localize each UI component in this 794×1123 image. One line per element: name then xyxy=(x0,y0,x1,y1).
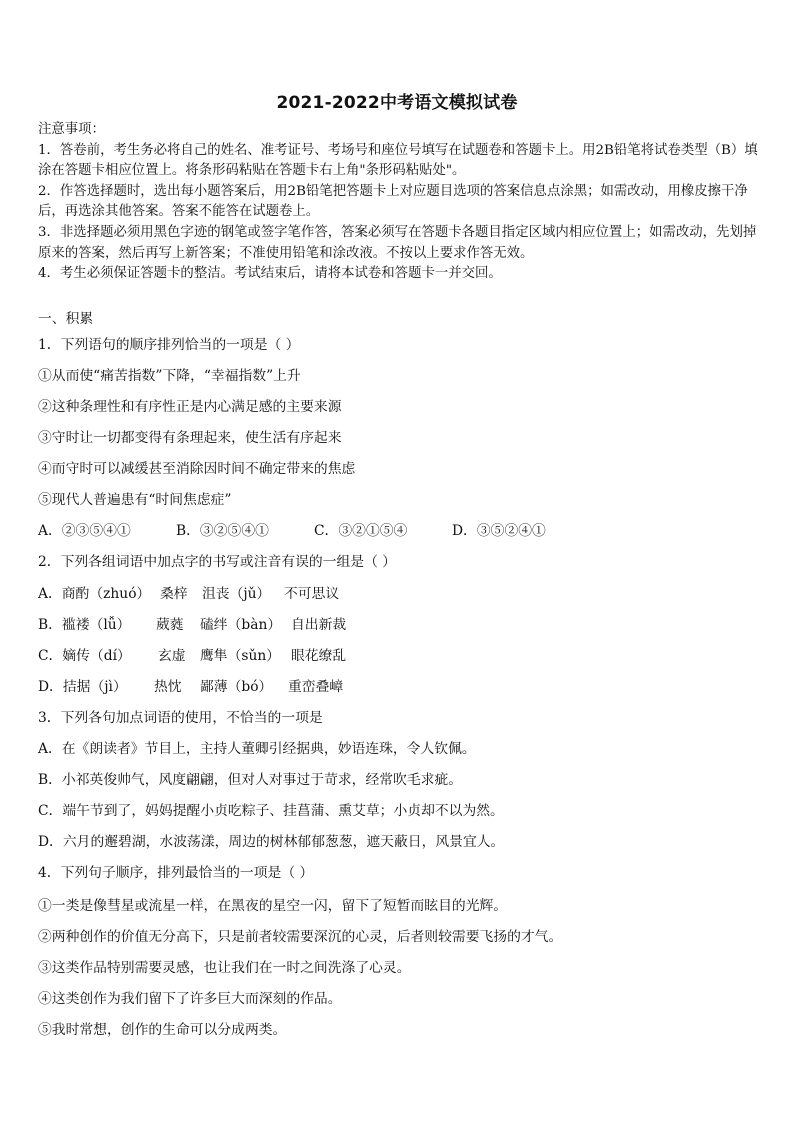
option-b: B．③②⑤④① xyxy=(176,523,269,539)
question-2-stem: 2．下列各组词语中加点字的书写或注音有误的一组是（ ） xyxy=(38,554,397,570)
option-word: 重峦叠嶂 xyxy=(288,679,344,695)
option-word: 鹰隼（sǔn） xyxy=(200,648,281,664)
option-c: C．③②①⑤④ xyxy=(314,523,408,539)
option-word: 玄虚 xyxy=(158,648,186,664)
question-3-option: A．在《朗读者》节目上，主持人董卿引经据典，妙语连珠，令人钦佩。 xyxy=(38,741,476,757)
question-3-option: C．端午节到了，妈妈提醒小贞吃粽子、挂菖蒲、熏艾草；小贞却不以为然。 xyxy=(38,803,504,819)
question-4-sentence: ④这类创作为我们留下了许多巨大而深刻的作品。 xyxy=(38,991,342,1007)
section-heading: 一、积累 xyxy=(38,311,94,327)
question-3-option: D．六月的邂碧湖，水波荡漾，周边的树林郁郁葱葱，遮天蔽日，风景宜人。 xyxy=(38,834,505,850)
question-1-sentence: ⑤现代人普遍患有“时间焦虑症” xyxy=(38,492,232,508)
question-1-sentence: ②这种条理性和有序性正是内心满足感的主要来源 xyxy=(38,399,342,415)
option-word: 沮丧（jǔ） xyxy=(202,586,271,602)
option-word: 热忱 xyxy=(154,679,182,695)
option-word: 桑梓 xyxy=(160,586,188,602)
question-1-sentence: ③守时让一切都变得有条理起来，使生活有序起来 xyxy=(38,430,342,446)
option-word: 眼花缭乱 xyxy=(291,648,347,664)
question-4-sentence: ③这类作品特别需要灵感，也让我们在一时之间洗涤了心灵。 xyxy=(38,960,411,976)
option-word: 不可思议 xyxy=(284,586,340,602)
question-4-sentence: ②两种创作的价值无分高下，只是前者较需要深沉的心灵，后者则较需要飞扬的才气。 xyxy=(38,929,563,945)
option-a: A．②③⑤④① xyxy=(38,523,131,539)
option-word: 葳蕤 xyxy=(156,617,184,633)
option-d: D．③⑤②④① xyxy=(452,523,546,539)
option-word: 磕绊（bàn） xyxy=(200,617,282,633)
question-4-sentence: ①一类是像彗星或流星一样，在黑夜的星空一闪，留下了短暂而眩目的光辉。 xyxy=(38,898,508,914)
option-label-word: C．嫡传（dí） xyxy=(38,648,131,664)
notice-item: 1．答卷前，考生务必将自己的姓名、准考证号、考场号和座位号填写在试题卷和答题卡上。用2B铅笔将试卷类型（B）填涂在答题卡相应位置上。将条形码粘贴在答题卡右上角"条形码粘贴处"。 xyxy=(38,142,758,179)
notice-item: 3．非选择题必须用黑色字迹的钢笔或签字笔作答，答案必须写在答题卡各题目指定区域内相应位置上；如需改动，先划掉原来的答案，然后再写上新答案；不准使用铅笔和涂改液。不按以上要求作答无效。 xyxy=(38,224,757,261)
question-1-stem: 1．下列语句的顺序排列恰当的一项是（ ） xyxy=(38,337,300,353)
notice-item: 2．作答选择题时，选出每小题答案后，用2B铅笔把答题卡上对应题目选项的答案信息点涂黑；如需改动，用橡皮擦干净后，再选涂其他答案。答案不能答在试题卷上。 xyxy=(38,183,748,220)
option-word: 鄙薄（bó） xyxy=(200,679,273,695)
question-1-sentence: ④而守时可以减缓甚至消除因时间不确定带来的焦虑 xyxy=(38,461,356,477)
question-3-option: B．小祁英俊帅气，风度翩翩，但对人对事过于苛求，经常吹毛求疵。 xyxy=(38,772,463,788)
question-1-sentence: ①从而使“痛苦指数”下降，“幸福指数”上升 xyxy=(38,368,301,384)
question-3-stem: 3．下列各句加点词语的使用，不恰当的一项是 xyxy=(38,710,323,726)
exam-title: 2021-2022中考语文模拟试卷 xyxy=(276,93,518,113)
question-4-sentence: ⑤我时常想，创作的生命可以分成两类。 xyxy=(38,1022,287,1038)
question-4-stem: 4．下列句子顺序，排列最恰当的一项是（ ） xyxy=(38,865,314,881)
notice-block xyxy=(38,120,766,285)
option-label-word: B．褴褛（lǚ） xyxy=(38,617,131,633)
notice-heading: 注意事项： xyxy=(38,122,105,137)
option-label-word: D．拮据（jì） xyxy=(38,679,127,695)
option-label-word: A．商酌（zhuó） xyxy=(38,586,151,602)
notice-item: 4．考生必须保证答题卡的整洁。考试结束后，请将本试卷和答题卡一并交回。 xyxy=(38,266,502,282)
option-word: 自出新裁 xyxy=(291,617,347,633)
